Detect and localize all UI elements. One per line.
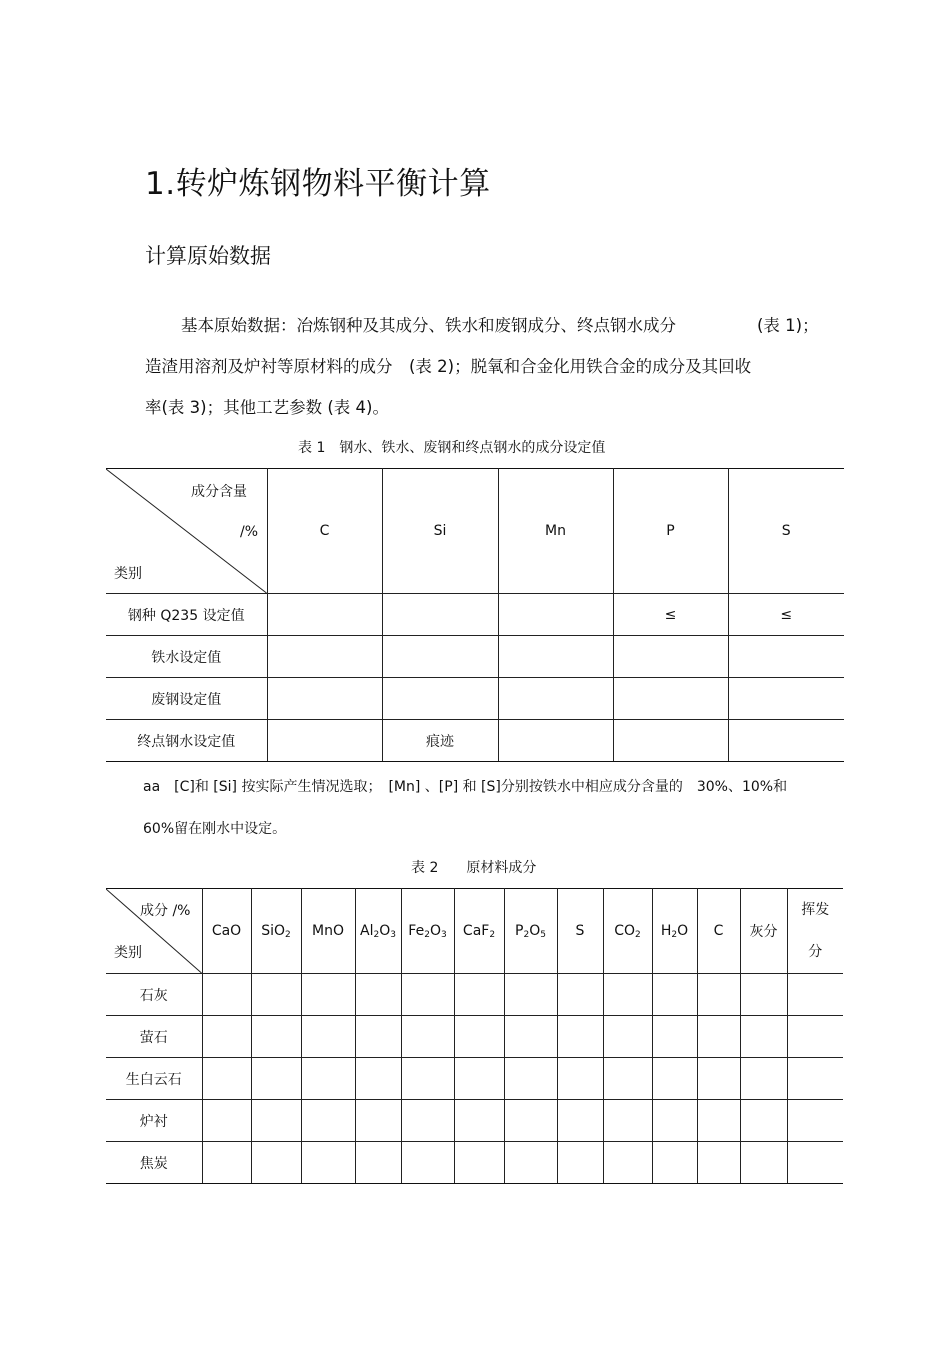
col-header-cao: CaO: [202, 889, 251, 974]
table-row: [106, 636, 844, 678]
table-cell: [498, 594, 613, 636]
paragraph-line-1-ref: (表 1)；: [757, 316, 819, 335]
table1-corner-bottom: 类别: [114, 566, 142, 582]
table-row: [106, 720, 844, 762]
table-row: [106, 594, 844, 636]
table1-col-header: Mn: [498, 469, 613, 594]
table-cell: [382, 678, 498, 720]
table1-note-line-1: aa [C]和 [Si] 按实际产生情况选取； [Mn] 、[P] 和 [S]分别按铁水中相应成分含量的 30%、10%和: [143, 779, 788, 795]
table-cell: [498, 636, 613, 678]
table1-col-header: S: [728, 469, 844, 594]
table-cell: [267, 720, 382, 762]
row-label: 废钢设定值: [106, 678, 267, 720]
table-cell: [267, 594, 382, 636]
raw-materials-table: [106, 888, 843, 1184]
table-cell: [613, 678, 728, 720]
col-header-co2: $CO_2$: [603, 889, 652, 974]
table-cell: [613, 720, 728, 762]
table-cell: [382, 636, 498, 678]
col-header-caf2: CaF$_2$: [454, 889, 504, 974]
paragraph-line-3: 率(表 3)；其他工艺参数 (表 4)。: [145, 398, 389, 417]
table-cell: [728, 678, 844, 720]
table1-corner-cell: [106, 469, 267, 594]
table-cell: [728, 636, 844, 678]
table2-header-row: [106, 889, 843, 974]
table-row: [106, 678, 844, 720]
col-header-h2o: $H_2O$: [652, 889, 697, 974]
row-label: 焦炭: [106, 1142, 202, 1184]
row-label: 钢种 Q235 设定值: [106, 594, 267, 636]
table-cell: [267, 678, 382, 720]
table-row: [106, 1058, 843, 1100]
table1-col-header: P: [613, 469, 728, 594]
table2-corner-cell: [106, 889, 202, 974]
table2-corner-bottom: 类别: [114, 945, 142, 961]
col-header-fe2o3: $Fe_2O_3$: [401, 889, 454, 974]
table-cell: [613, 636, 728, 678]
table1-corner-top: 成分含量: [191, 484, 247, 500]
row-label: 石灰: [106, 974, 202, 1016]
table-cell: 痕迹: [382, 720, 498, 762]
table2-corner-top: 成分 /%: [140, 903, 191, 919]
table-row: [106, 974, 843, 1016]
table1-caption: 表 1 钢水、铁水、废钢和终点钢水的成分设定值: [298, 440, 606, 456]
table1-col-header: Si: [382, 469, 498, 594]
table-cell: ≤: [728, 594, 844, 636]
page-title: 1.转炉炼钢物料平衡计算: [145, 166, 491, 202]
row-label: 铁水设定值: [106, 636, 267, 678]
col-header-c: C: [697, 889, 740, 974]
row-label: 萤石: [106, 1016, 202, 1058]
col-header-al2o3: $Al_2O_3$: [355, 889, 401, 974]
table2-caption: 表 2 原材料成分: [411, 860, 537, 876]
row-label: 终点钢水设定值: [106, 720, 267, 762]
table1-corner-unit: /%: [240, 524, 259, 540]
table1-col-header: C: [267, 469, 382, 594]
table-row: [106, 1100, 843, 1142]
col-header-sio2: SiO$_2$: [251, 889, 301, 974]
row-label: 炉衬: [106, 1100, 202, 1142]
table-cell: [498, 720, 613, 762]
table-cell: [498, 678, 613, 720]
table-row: [106, 1142, 843, 1184]
table-cell: [267, 636, 382, 678]
table-cell: ≤: [613, 594, 728, 636]
row-label: 生白云石: [106, 1058, 202, 1100]
table-cell: [382, 594, 498, 636]
col-header-p2o5: $P_2O_5$: [504, 889, 557, 974]
col-header-volatile: 挥发 分: [787, 889, 843, 974]
col-header-mno: MnO: [301, 889, 355, 974]
paragraph-line-2: 造渣用溶剂及炉衬等原材料的成分 (表 2)；脱氧和合金化用铁合金的成分及其回收: [145, 357, 752, 376]
table1-header-row: [106, 469, 844, 594]
table-row: [106, 1016, 843, 1058]
section-heading: 计算原始数据: [145, 244, 271, 268]
table1-note-line-2: 60%留在刚水中设定。: [143, 821, 287, 837]
col-header-ash: 灰分: [740, 889, 787, 974]
paragraph-line-1: 基本原始数据：冶炼钢种及其成分、铁水和废钢成分、终点钢水成分: [181, 316, 676, 335]
table-cell: [728, 720, 844, 762]
col-header-s: S: [557, 889, 603, 974]
composition-table: [106, 468, 844, 762]
